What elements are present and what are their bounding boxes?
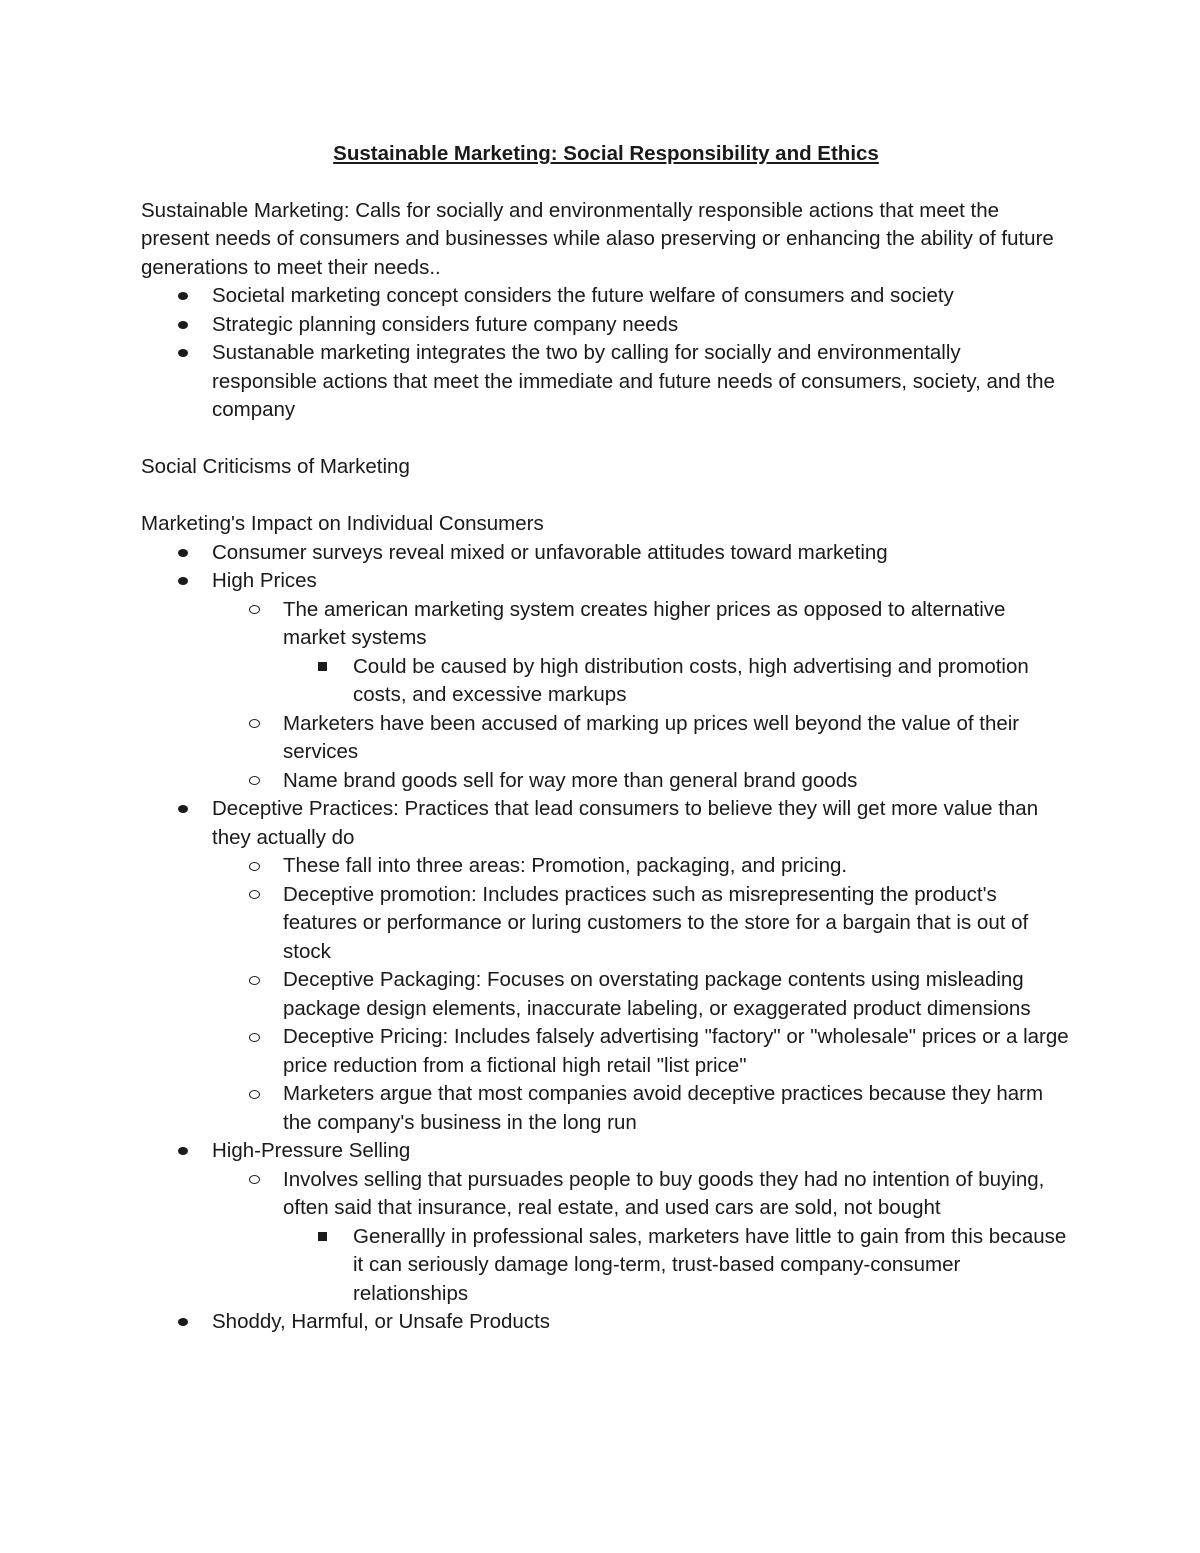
list-item-text: High-Pressure Selling — [212, 1139, 411, 1162]
bullet-circle-icon — [249, 881, 260, 910]
list-item-text: Generallly in professional sales, marketers have little to gain from this because it can seriously damage long-term, trust-based company-consumer relationships — [353, 1224, 1067, 1305]
list-item — [141, 852, 1071, 881]
list-item — [141, 1223, 1071, 1309]
list-item-text: Deceptive Practices: Practices that lead consumers to believe they will get more value than they actually do — [212, 797, 1039, 849]
list-item — [141, 282, 1071, 311]
section-heading: Social Criticisms of Marketing — [141, 455, 410, 478]
bullet-circle-icon — [249, 767, 260, 796]
document-content — [141, 140, 1071, 1337]
list-item-text: Consumer surveys reveal mixed or unfavorable attitudes toward marketing — [212, 540, 888, 564]
bullet-disc-icon — [178, 795, 188, 824]
bullet-square-icon — [318, 1223, 327, 1252]
bullet-circle-icon — [249, 852, 260, 881]
subsection-heading: Marketing's Impact on Individual Consumers — [141, 512, 544, 535]
intro-paragraph: Sustainable Marketing: Calls for socially and environmentally responsible actions that meet the present needs of consumers and businesses while alaso preserving or enhancing the ability of future generations to meet their needs.. — [141, 198, 1054, 279]
spacer — [141, 482, 1071, 511]
list-item-text: Name brand goods sell for way more than general brand goods — [283, 768, 858, 792]
bullet-disc-icon — [178, 339, 188, 368]
list-item-text: The american marketing system creates higher prices as opposed to alternative market systems — [283, 597, 1006, 649]
bullet-disc-icon — [178, 567, 188, 596]
list-item-text: Deceptive promotion: Includes practices such as misrepresenting the product's features or performance or luring customers to the store for a bargain that is out of stock — [283, 882, 1029, 963]
list-item — [141, 966, 1071, 1023]
list-item-text: Could be caused by high distribution costs, high advertising and promotion costs, and excessive markups — [353, 654, 1029, 706]
bullet-circle-icon — [249, 596, 260, 625]
list-item — [141, 1023, 1071, 1080]
list-item — [141, 339, 1071, 425]
list-item-text: High Prices — [212, 569, 317, 592]
list-item — [141, 710, 1071, 767]
list-item — [141, 539, 1071, 568]
bullet-disc-icon — [178, 1308, 188, 1337]
list-item — [141, 653, 1071, 710]
bullet-circle-icon — [249, 710, 260, 739]
bullet-disc-icon — [178, 539, 188, 568]
list-item — [141, 881, 1071, 967]
list-item — [141, 567, 1071, 596]
list-item-text: Deceptive Pricing: Includes falsely advertising "factory" or "wholesale" prices or a large price reduction from a fictional high retail "list price" — [283, 1025, 1069, 1077]
bullet-square-icon — [318, 653, 327, 682]
list-item — [141, 767, 1071, 796]
list-item — [141, 1308, 1071, 1337]
list-item-text: Shoddy, Harmful, or Unsafe Products — [212, 1310, 551, 1333]
list-item — [141, 311, 1071, 340]
list-item-text: Strategic planning considers future company needs — [212, 312, 679, 336]
document-title: Sustainable Marketing: Social Responsibility and Ethics — [333, 142, 879, 165]
list-item — [141, 1166, 1071, 1223]
list-item — [141, 1080, 1071, 1137]
bullet-disc-icon — [178, 1137, 188, 1166]
bullet-circle-icon — [249, 966, 260, 995]
list-item-text: These fall into three areas: Promotion, packaging, and pricing. — [283, 854, 848, 877]
bullet-disc-icon — [178, 311, 188, 340]
spacer — [141, 425, 1071, 454]
list-item-text: Sustanable marketing integrates the two by calling for socially and environmentally responsible actions that meet the immediate and future needs of consumers, society, and the company — [212, 341, 1055, 421]
list-item-text: Involves selling that pursuades people to buy goods they had no intention of buying, often said that insurance, real estate, and used cars are sold, not bought — [283, 1167, 1045, 1219]
list-item-text: Deceptive Packaging: Focuses on overstating package contents using misleading package design elements, inaccurate labeling, or exaggerated product dimensions — [283, 968, 1031, 1020]
bullet-circle-icon — [249, 1023, 260, 1052]
bullet-disc-icon — [178, 282, 188, 311]
list-item — [141, 1137, 1071, 1166]
bullet-circle-icon — [249, 1080, 260, 1109]
list-item — [141, 596, 1071, 653]
list-item-text: Societal marketing concept considers the future welfare of consumers and society — [212, 284, 954, 307]
list-item-text: Marketers argue that most companies avoid deceptive practices because they harm the company's business in the long run — [283, 1082, 1044, 1134]
bullet-circle-icon — [249, 1166, 260, 1195]
list-item-text: Marketers have been accused of marking up prices well beyond the value of their services — [283, 711, 1020, 763]
list-item — [141, 795, 1071, 852]
